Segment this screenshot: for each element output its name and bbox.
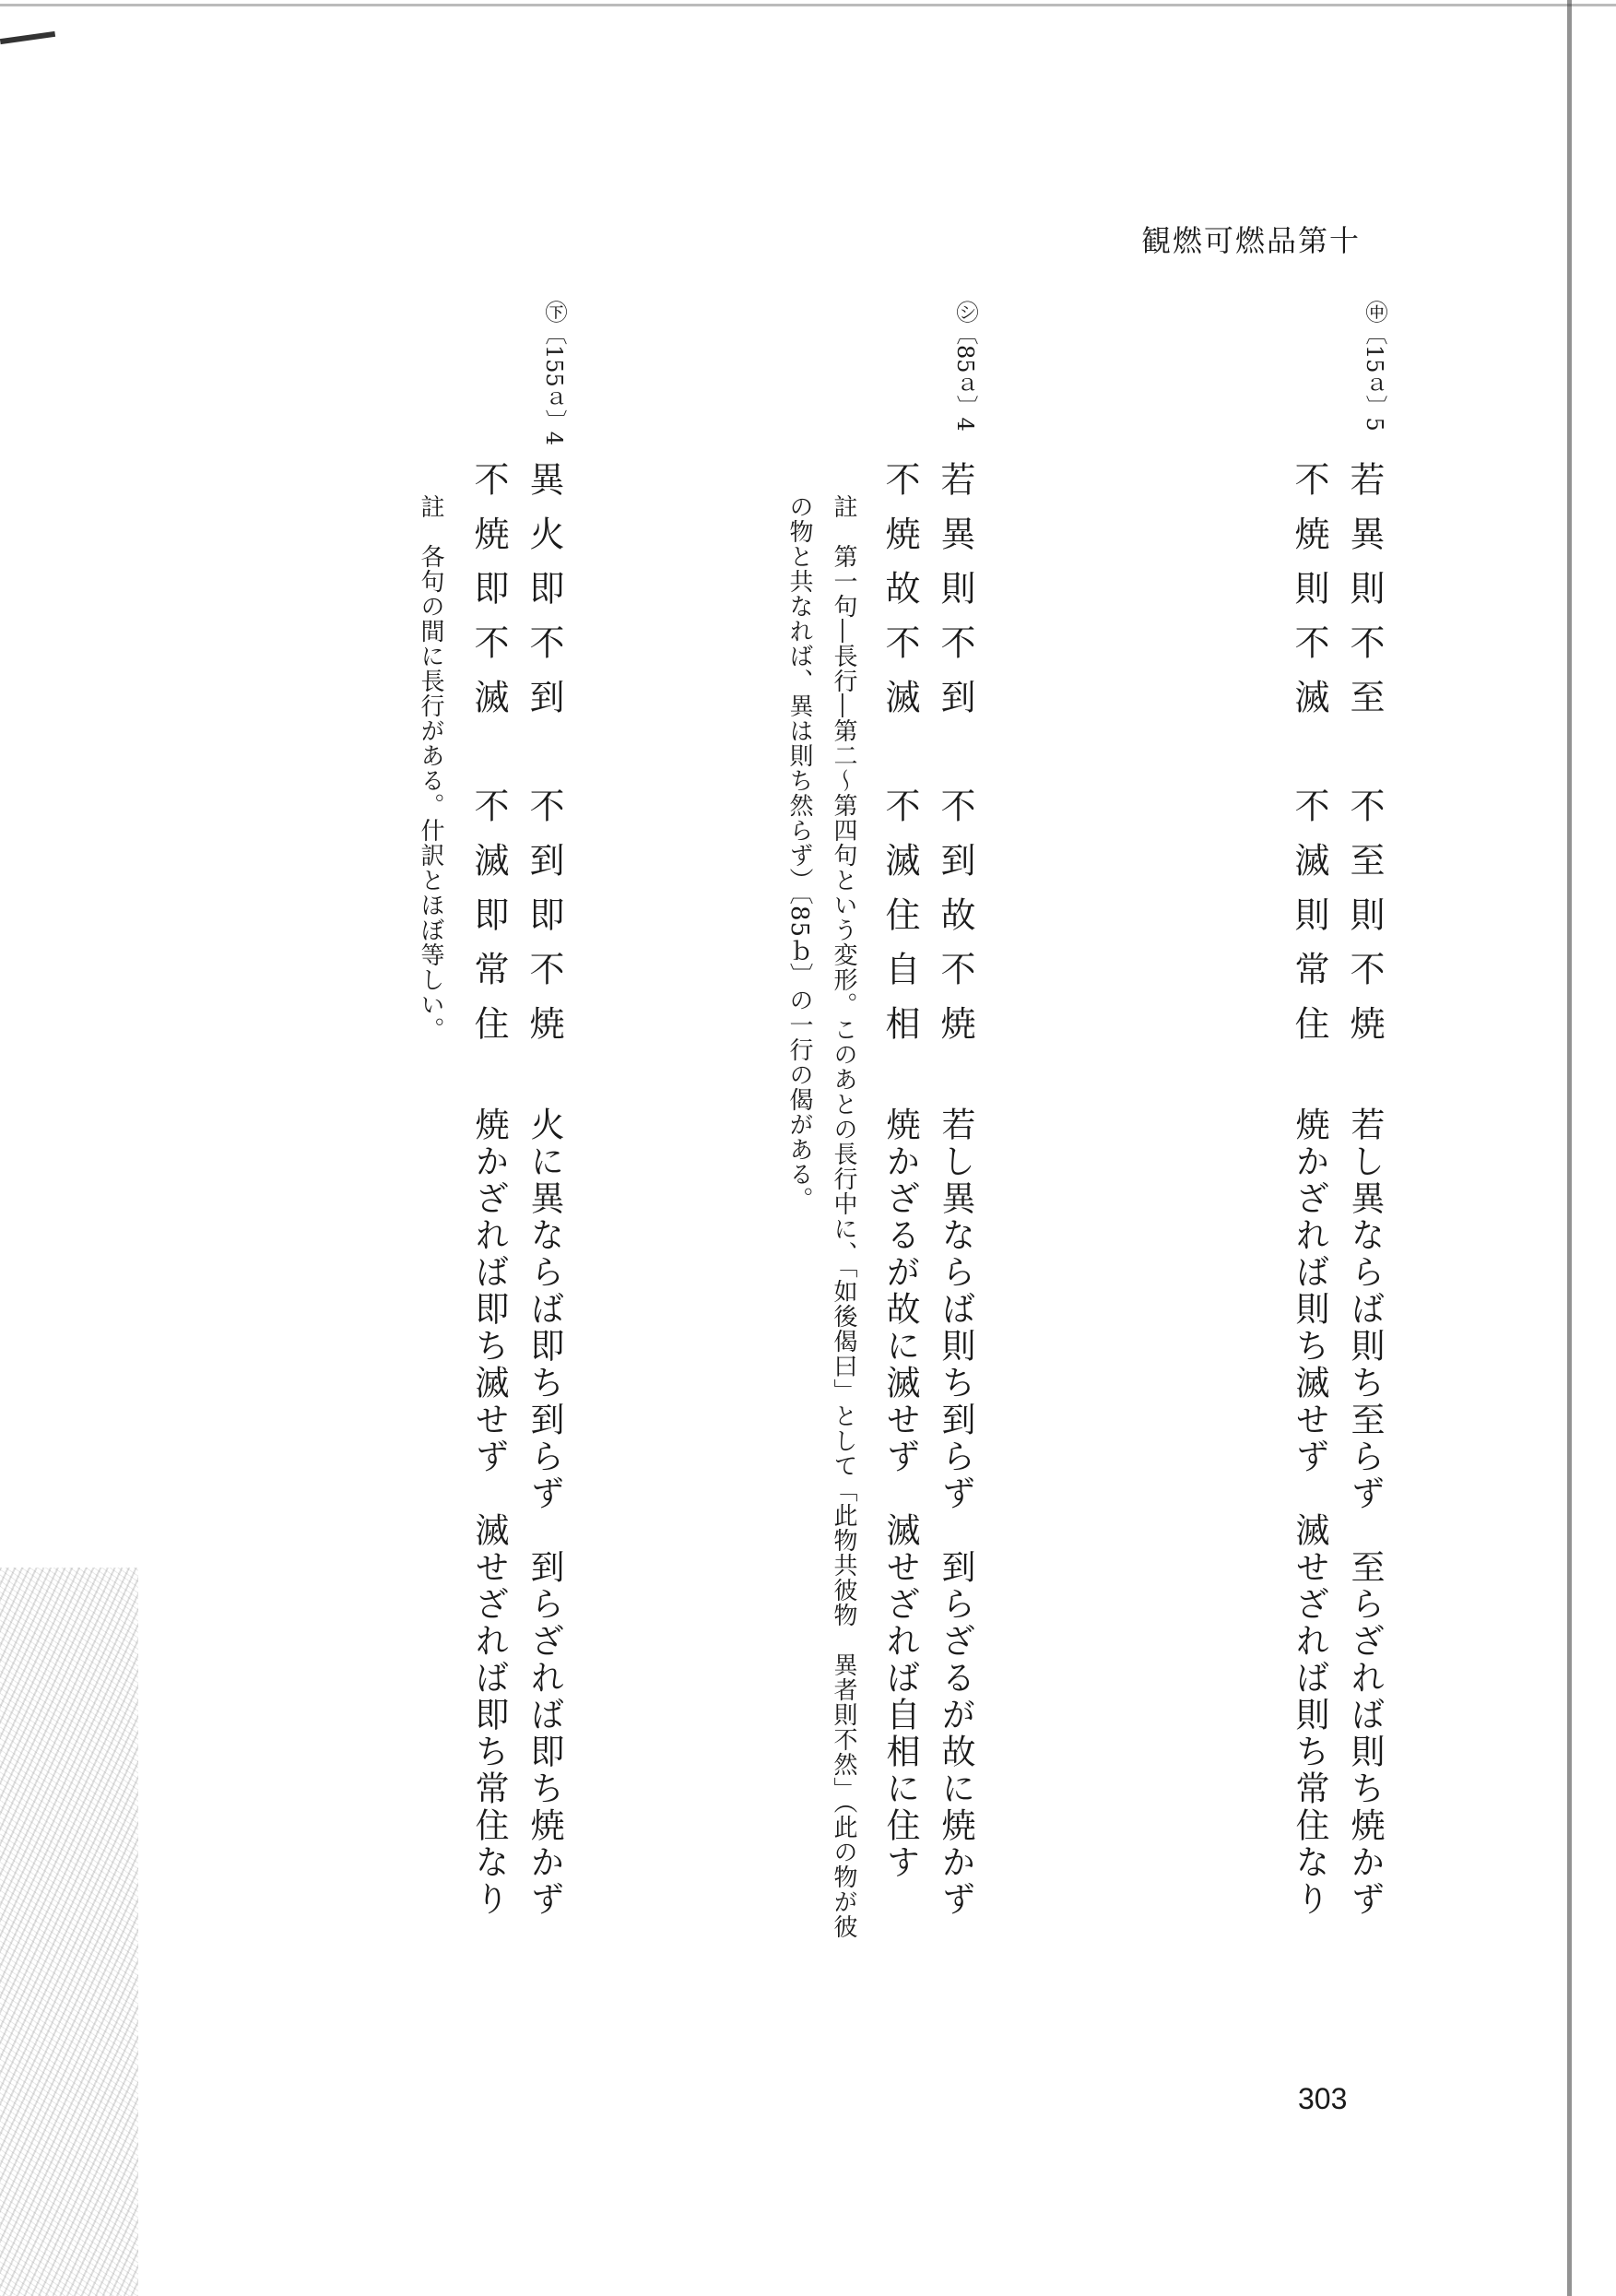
translation-line: 焼かざれば則ち滅せず 滅せざれば則ち常住なり — [1290, 1107, 1329, 1918]
translation-line: 焼かざれば即ち滅せず 滅せざれば即ち常住なり — [469, 1107, 509, 1918]
note-line: の物と共なれば、異は則ち然らず）〔85ｂ〕の一行の偈がある。 — [785, 494, 813, 1213]
note-line: 註 各句の間に長行がある。什訳とほぼ等しい。 — [417, 494, 444, 1042]
translation-line: 若し異ならば則ち至らず 至らざれば則ち焼かず — [1345, 1107, 1385, 1918]
scan-mark — [0, 31, 55, 44]
running-head: 観燃可燃品第十 — [1141, 223, 1362, 258]
note-line: 註 第一句―長行―第二～第四句という変形。このあとの長行中に、「如後偈曰」として「此物共彼物 異者則不然」（此の物が彼 — [830, 494, 857, 1939]
verse-line: 不焼即不滅 不滅即常住 — [468, 461, 509, 1059]
section-label: ㊦〔155ａ〕4 — [541, 301, 567, 446]
verse-line: 若異則不到 不到故不焼 — [935, 461, 975, 1059]
translation-line: 若し異ならば則ち到らず 到らざるが故に焼かず — [936, 1107, 975, 1918]
translation-line: 火に異ならば即ち到らず 到らざれば即ち焼かず — [525, 1107, 564, 1918]
translation-line: 焼かざるが故に滅せず 滅せざれば自相に住す — [880, 1107, 920, 1881]
verse-line: 不焼則不滅 不滅則常住 — [1289, 461, 1329, 1059]
verse-line: 不焼故不滅 不滅住自相 — [879, 461, 920, 1059]
scan-shadow-left — [0, 1568, 138, 2296]
scan-edge-top — [0, 4, 1616, 6]
section-label: ㊥〔15ａ〕5 — [1362, 301, 1387, 432]
section-label: ㋛〔85ａ〕4 — [952, 301, 978, 432]
verse-line: 若異則不至 不至則不焼 — [1344, 461, 1385, 1059]
scan-edge-right — [1567, 0, 1572, 2296]
verse-line: 異火即不到 不到即不焼 — [524, 461, 564, 1059]
page-number: 303 — [1298, 2082, 1348, 2115]
